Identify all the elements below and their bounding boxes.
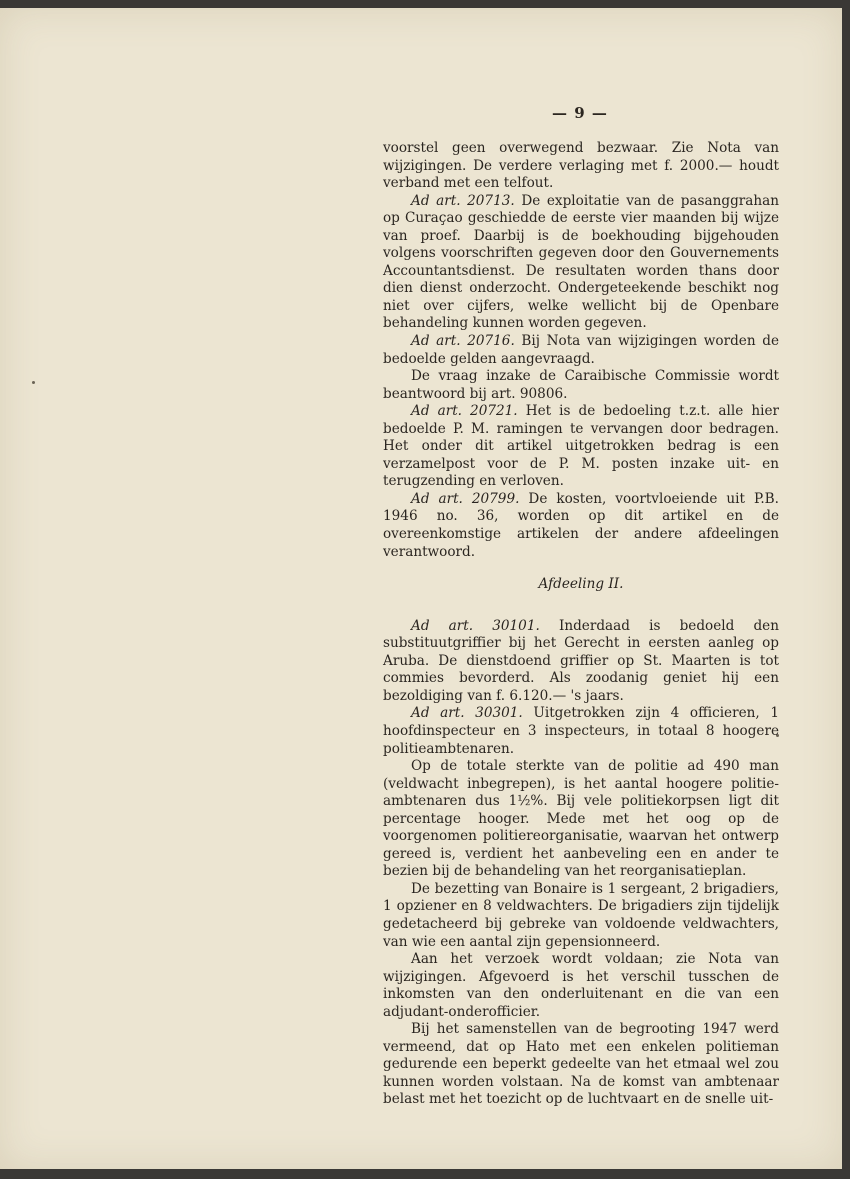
paragraph-art-20716: Ad art. 20716. Bij Nota van wijzigingen worden de bedoelde gelden aangevraagd. (383, 333, 779, 367)
paper-speck (32, 381, 35, 384)
paragraph: De bezetting van Bonaire is 1 sergeant, 2 brigadiers, 1 opziener en 8 veldwachters. De brigadiers zijn tijdelijk gedetacheerd bij gebreke van voldoende veldwachters, van wie een aantal zijn gepensionneerd. (383, 880, 779, 950)
paragraph: Op de totale sterkte van de politie ad 490 man (veldwacht inbegrepen), is het aantal hoogere politie-ambtenaren dus 1½%. Bij vele politiekorpsen ligt dit percentage hooger. Mede met het oog op de voorgenomen politiereorganisatie, waarvan het ontwerp gereed is, verdient het aanbeveling een en ander te bezien bij de behandeling van het reorganisatieplan. (383, 758, 779, 880)
article-reference: Ad art. 20721. (411, 403, 518, 420)
article-reference: Ad art. 30301. (411, 705, 523, 722)
paragraph-art-30301: Ad art. 30301. Uitgetrokken zijn 4 officieren, 1 hoofdinspecteur en 3 inspecteurs, in totaal 8 hoogere politieambtenaren. (383, 705, 779, 757)
page-number: — 9 — (552, 104, 608, 122)
paragraph-art-20713: Ad art. 20713. De exploitatie van de pasanggrahan op Curaçao geschiedde de eerste vier maanden bij wijze van proef. Daarbij is de boekhouding bijgehouden volgens voorschriften gegeven door den Gouvernements Accountantsdienst. De resultaten worden thans door dien dienst onderzocht. Ondergeteekende beschikt nog niet over cijfers, welke wellicht bij de Openbare behandeling kunnen worden gegeven. (383, 192, 779, 332)
paragraph-art-20799: Ad art. 20799. De kosten, voortvloeiende uit P.B. 1946 no. 36, worden op dit artikel en de overeenkomstige artikelen der andere afdeelingen verantwoord. (383, 490, 779, 560)
paragraph: Aan het verzoek wordt voldaan; zie Nota van wijzigingen. Afgevoerd is het verschil tusschen de inkomsten van den onderluitenant en die van een adjudant-onderofficier. (383, 951, 779, 1020)
paragraph: De vraag inzake de Caraibische Commissie wordt beantwoord bij art. 90806. (383, 368, 779, 402)
paragraph: voorstel geen overwegend bezwaar. Zie Nota van wijzigingen. De verdere verlaging met f. 2000.— houdt verband met een telfout. (383, 140, 779, 192)
section-heading: Afdeeling II. (538, 576, 624, 593)
paragraph-art-30101: Ad art. 30101. Inderdaad is bedoeld den substituutgriffier bij het Gerecht in eersten aanleg op Aruba. De dienstdoend griffier op St. Maarten is tot commies bevorderd. Als zoodanig geniet hij een bezoldiging van f. 6.120.— 's jaars. (383, 617, 779, 704)
paragraph: Bij het samenstellen van de begrooting 1947 werd vermeend, dat op Hato met een enkelen politieman gedurende een beperkt gedeelte van het etmaal wel zou kunnen worden volstaan. Na de komst van ambtenaar belast met het toezicht op de luchtvaart en de snelle uit- (383, 1021, 779, 1108)
article-reference: Ad art. 30101. (411, 617, 540, 634)
paragraph-art-20721: Ad art. 20721. Het is de bedoeling t.z.t. alle hier bedoelde P. M. ramingen te vervangen door bedragen. Het onder dit artikel uitgetrokken bedrag is een verzamelpost voor de P. M. posten inzake uit- en terugzending en verloven. (383, 403, 779, 490)
article-reference: Ad art. 20713. (411, 192, 515, 209)
document-page (0, 8, 842, 1169)
article-reference: Ad art. 20716. (411, 333, 515, 350)
body-text (383, 140, 779, 1109)
article-reference: Ad art. 20799. (411, 490, 520, 507)
